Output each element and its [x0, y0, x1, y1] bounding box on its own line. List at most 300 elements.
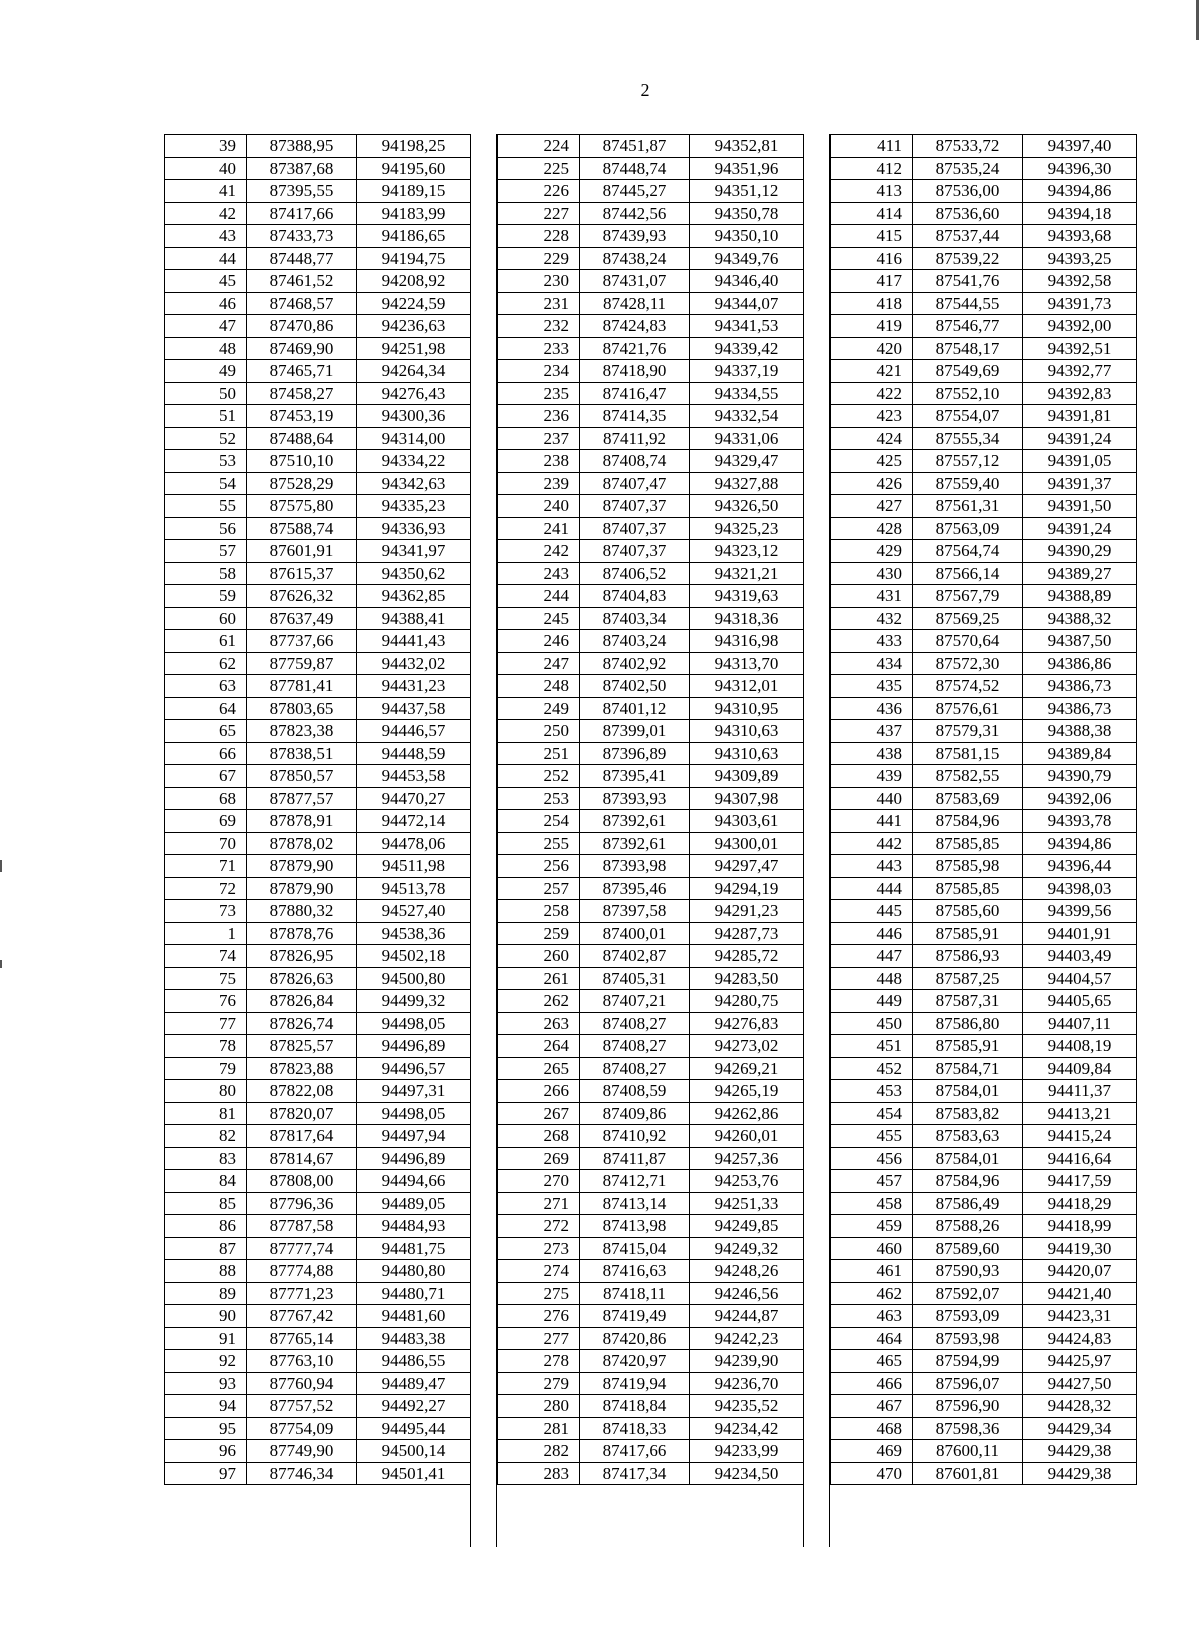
coordinate-x-cell: 87575,80	[247, 495, 357, 518]
coordinate-y-cell: 94323,12	[690, 540, 804, 563]
coordinate-x-cell: 87774,88	[247, 1260, 357, 1283]
point-number-cell: 448	[831, 967, 913, 990]
coordinate-x-cell: 87561,31	[913, 495, 1023, 518]
coordinate-x-cell: 87541,76	[913, 270, 1023, 293]
coordinate-x-cell: 87488,64	[247, 427, 357, 450]
point-number-cell: 80	[165, 1080, 247, 1103]
table-row	[831, 270, 1137, 293]
table-row	[498, 1147, 804, 1170]
coordinate-x-cell: 87395,46	[580, 877, 690, 900]
coordinate-x-cell: 87587,31	[913, 990, 1023, 1013]
coordinate-x-cell: 87407,37	[580, 540, 690, 563]
coordinate-x-cell: 87878,76	[247, 922, 357, 945]
coordinate-x-cell: 87572,30	[913, 652, 1023, 675]
point-number-cell: 55	[165, 495, 247, 518]
coordinate-y-cell: 94396,44	[1023, 855, 1137, 878]
coordinate-y-cell: 94287,73	[690, 922, 804, 945]
table-row	[831, 652, 1137, 675]
table-row	[165, 495, 471, 518]
table-row	[165, 135, 471, 158]
table-row	[498, 1057, 804, 1080]
point-number-cell: 463	[831, 1305, 913, 1328]
table-row	[165, 292, 471, 315]
table-row	[831, 495, 1137, 518]
table-row	[165, 900, 471, 923]
coordinate-y-cell: 94502,18	[357, 945, 471, 968]
coordinate-x-cell: 87593,98	[913, 1327, 1023, 1350]
point-number-cell: 239	[498, 472, 580, 495]
point-number-cell: 46	[165, 292, 247, 315]
table-row	[165, 607, 471, 630]
table-row	[165, 270, 471, 293]
point-number-cell: 97	[165, 1462, 247, 1485]
table-row	[498, 1350, 804, 1373]
coordinate-y-cell: 94390,79	[1023, 765, 1137, 788]
table-row	[498, 337, 804, 360]
coordinate-x-cell: 87548,17	[913, 337, 1023, 360]
point-number-cell: 232	[498, 315, 580, 338]
table-row	[498, 697, 804, 720]
point-number-cell: 96	[165, 1440, 247, 1463]
point-number-cell: 418	[831, 292, 913, 315]
table-row	[831, 742, 1137, 765]
coordinate-y-cell: 94393,78	[1023, 810, 1137, 833]
table-row	[165, 1080, 471, 1103]
point-number-cell: 259	[498, 922, 580, 945]
coordinate-x-cell: 87419,94	[580, 1372, 690, 1395]
table-row	[165, 382, 471, 405]
table-row	[498, 630, 804, 653]
coordinate-y-cell: 94391,50	[1023, 495, 1137, 518]
table-row	[165, 742, 471, 765]
point-number-cell: 274	[498, 1260, 580, 1283]
coordinate-x-cell: 87414,35	[580, 405, 690, 428]
coordinate-x-cell: 87533,72	[913, 135, 1023, 158]
coordinate-y-cell: 94253,76	[690, 1170, 804, 1193]
coordinate-x-cell: 87407,21	[580, 990, 690, 1013]
point-number-cell: 461	[831, 1260, 913, 1283]
coordinate-y-cell: 94429,38	[1023, 1462, 1137, 1485]
point-number-cell: 88	[165, 1260, 247, 1283]
point-number-cell: 444	[831, 877, 913, 900]
point-number-cell: 429	[831, 540, 913, 563]
table-row	[498, 877, 804, 900]
point-number-cell: 282	[498, 1440, 580, 1463]
coordinate-y-cell: 94418,29	[1023, 1192, 1137, 1215]
point-number-cell: 45	[165, 270, 247, 293]
coordinate-x-cell: 87393,98	[580, 855, 690, 878]
coordinate-x-cell: 87405,31	[580, 967, 690, 990]
coordinate-y-cell: 94341,53	[690, 315, 804, 338]
coordinate-y-cell: 94401,91	[1023, 922, 1137, 945]
table-row	[831, 1237, 1137, 1260]
table-row	[498, 1035, 804, 1058]
table-row	[498, 562, 804, 585]
table-row	[165, 247, 471, 270]
coordinate-y-cell: 94249,85	[690, 1215, 804, 1238]
table-row	[498, 405, 804, 428]
coordinate-y-cell: 94236,63	[357, 315, 471, 338]
coordinate-x-cell: 87552,10	[913, 382, 1023, 405]
coordinate-y-cell: 94389,27	[1023, 562, 1137, 585]
coordinate-y-cell: 94416,64	[1023, 1147, 1137, 1170]
coordinate-x-cell: 87387,68	[247, 157, 357, 180]
coordinate-x-cell: 87469,90	[247, 337, 357, 360]
table-row	[498, 360, 804, 383]
coordinate-y-cell: 94499,32	[357, 990, 471, 1013]
coordinate-y-cell: 94392,83	[1023, 382, 1137, 405]
coordinate-x-cell: 87424,83	[580, 315, 690, 338]
point-number-cell: 78	[165, 1035, 247, 1058]
coordinate-x-cell: 87402,87	[580, 945, 690, 968]
point-number-cell: 443	[831, 855, 913, 878]
table-row	[498, 225, 804, 248]
coordinate-y-cell: 94389,84	[1023, 742, 1137, 765]
coordinate-y-cell: 94432,02	[357, 652, 471, 675]
coordinate-y-cell: 94496,57	[357, 1057, 471, 1080]
coordinate-x-cell: 87408,74	[580, 450, 690, 473]
coordinate-y-cell: 94484,93	[357, 1215, 471, 1238]
point-number-cell: 245	[498, 607, 580, 630]
point-number-cell: 268	[498, 1125, 580, 1148]
coordinate-x-cell: 87588,26	[913, 1215, 1023, 1238]
point-number-cell: 458	[831, 1192, 913, 1215]
table-row	[165, 832, 471, 855]
point-number-cell: 67	[165, 765, 247, 788]
point-number-cell: 427	[831, 495, 913, 518]
table-row	[165, 202, 471, 225]
point-number-cell: 422	[831, 382, 913, 405]
coordinate-x-cell: 87407,47	[580, 472, 690, 495]
coordinate-x-cell: 87417,66	[580, 1440, 690, 1463]
point-number-cell: 47	[165, 315, 247, 338]
coordinate-x-cell: 87787,58	[247, 1215, 357, 1238]
table-row	[831, 1035, 1137, 1058]
point-number-cell: 56	[165, 517, 247, 540]
coordinate-y-cell: 94392,06	[1023, 787, 1137, 810]
point-number-cell: 465	[831, 1350, 913, 1373]
point-number-cell: 59	[165, 585, 247, 608]
coordinate-y-cell: 94390,29	[1023, 540, 1137, 563]
coordinate-x-cell: 87586,49	[913, 1192, 1023, 1215]
point-number-cell: 437	[831, 720, 913, 743]
coordinate-y-cell: 94394,86	[1023, 180, 1137, 203]
table-row	[831, 180, 1137, 203]
table-row	[498, 1305, 804, 1328]
table-row	[498, 1417, 804, 1440]
coordinate-x-cell: 87555,34	[913, 427, 1023, 450]
coordinate-y-cell: 94349,76	[690, 247, 804, 270]
point-number-cell: 53	[165, 450, 247, 473]
point-number-cell: 453	[831, 1080, 913, 1103]
coordinate-y-cell: 94342,63	[357, 472, 471, 495]
point-number-cell: 57	[165, 540, 247, 563]
coordinate-x-cell: 87402,50	[580, 675, 690, 698]
coordinate-x-cell: 87583,69	[913, 787, 1023, 810]
point-number-cell: 431	[831, 585, 913, 608]
table-row	[498, 1012, 804, 1035]
coordinate-y-cell: 94310,63	[690, 720, 804, 743]
point-number-cell: 79	[165, 1057, 247, 1080]
table-row	[831, 1102, 1137, 1125]
coordinate-y-cell: 94501,41	[357, 1462, 471, 1485]
table-row	[165, 1192, 471, 1215]
table-row	[498, 990, 804, 1013]
table-row	[498, 1125, 804, 1148]
coordinate-y-cell: 94195,60	[357, 157, 471, 180]
coordinate-x-cell: 87528,29	[247, 472, 357, 495]
point-number-cell: 248	[498, 675, 580, 698]
table-row	[831, 922, 1137, 945]
coordinate-x-cell: 87564,74	[913, 540, 1023, 563]
table-row	[165, 1012, 471, 1035]
table-row	[831, 765, 1137, 788]
table-row	[498, 585, 804, 608]
table-row	[498, 1282, 804, 1305]
coordinate-x-cell: 87626,32	[247, 585, 357, 608]
coordinate-x-cell: 87416,47	[580, 382, 690, 405]
point-number-cell: 65	[165, 720, 247, 743]
coordinate-y-cell: 94307,98	[690, 787, 804, 810]
coordinate-x-cell: 87403,24	[580, 630, 690, 653]
table-row	[165, 990, 471, 1013]
table-row	[165, 922, 471, 945]
coordinate-x-cell: 87757,52	[247, 1395, 357, 1418]
coordinate-y-cell: 94392,00	[1023, 315, 1137, 338]
coordinate-y-cell: 94251,33	[690, 1192, 804, 1215]
coordinate-y-cell: 94194,75	[357, 247, 471, 270]
table-row	[498, 787, 804, 810]
table-row	[498, 1440, 804, 1463]
table-row	[165, 225, 471, 248]
table-row	[165, 675, 471, 698]
point-number-cell: 271	[498, 1192, 580, 1215]
coordinate-x-cell: 87393,93	[580, 787, 690, 810]
coordinate-x-cell: 87781,41	[247, 675, 357, 698]
point-number-cell: 227	[498, 202, 580, 225]
coordinate-y-cell: 94405,65	[1023, 990, 1137, 1013]
coordinate-x-cell: 87826,84	[247, 990, 357, 1013]
table-row	[498, 742, 804, 765]
table-row	[498, 607, 804, 630]
point-number-cell: 256	[498, 855, 580, 878]
coordinate-x-cell: 87596,07	[913, 1372, 1023, 1395]
coordinate-y-cell: 94386,73	[1023, 675, 1137, 698]
column-divider	[470, 134, 497, 1547]
coordinate-y-cell: 94331,06	[690, 427, 804, 450]
table-row	[831, 607, 1137, 630]
table-row	[498, 1080, 804, 1103]
table-row	[831, 832, 1137, 855]
coordinate-y-cell: 94500,14	[357, 1440, 471, 1463]
coordinate-x-cell: 87535,24	[913, 157, 1023, 180]
coordinate-x-cell: 87536,60	[913, 202, 1023, 225]
coordinate-y-cell: 94351,12	[690, 180, 804, 203]
coordinate-x-cell: 87418,33	[580, 1417, 690, 1440]
point-number-cell: 273	[498, 1237, 580, 1260]
coordinate-y-cell: 94411,37	[1023, 1080, 1137, 1103]
point-number-cell: 441	[831, 810, 913, 833]
point-number-cell: 50	[165, 382, 247, 405]
point-number-cell: 257	[498, 877, 580, 900]
coordinate-x-cell: 87585,60	[913, 900, 1023, 923]
point-number-cell: 240	[498, 495, 580, 518]
table-row	[831, 675, 1137, 698]
coordinate-y-cell: 94312,01	[690, 675, 804, 698]
coordinate-y-cell: 94413,21	[1023, 1102, 1137, 1125]
point-number-cell: 91	[165, 1327, 247, 1350]
point-number-cell: 283	[498, 1462, 580, 1485]
coordinate-y-cell: 94427,50	[1023, 1372, 1137, 1395]
table-row	[831, 450, 1137, 473]
table-row	[498, 382, 804, 405]
point-number-cell: 95	[165, 1417, 247, 1440]
coordinate-y-cell: 94478,06	[357, 832, 471, 855]
point-number-cell: 83	[165, 1147, 247, 1170]
table-row	[831, 337, 1137, 360]
coordinate-y-cell: 94300,01	[690, 832, 804, 855]
table-row	[831, 1147, 1137, 1170]
coordinate-x-cell: 87737,66	[247, 630, 357, 653]
coordinate-x-cell: 87412,71	[580, 1170, 690, 1193]
table-row	[498, 832, 804, 855]
coordinate-x-cell: 87402,92	[580, 652, 690, 675]
coordinate-y-cell: 94251,98	[357, 337, 471, 360]
coordinate-x-cell: 87582,55	[913, 765, 1023, 788]
table-row	[498, 1170, 804, 1193]
table-row	[165, 360, 471, 383]
coordinate-x-cell: 87396,89	[580, 742, 690, 765]
coordinate-y-cell: 94429,38	[1023, 1440, 1137, 1463]
point-number-cell: 77	[165, 1012, 247, 1035]
point-number-cell: 85	[165, 1192, 247, 1215]
coordinate-x-cell: 87544,55	[913, 292, 1023, 315]
point-number-cell: 260	[498, 945, 580, 968]
table-row	[165, 652, 471, 675]
point-number-cell: 470	[831, 1462, 913, 1485]
coordinate-y-cell: 94332,54	[690, 405, 804, 428]
coordinate-x-cell: 87410,92	[580, 1125, 690, 1148]
table-row	[831, 787, 1137, 810]
coordinate-y-cell: 94492,27	[357, 1395, 471, 1418]
coordinate-y-cell: 94494,66	[357, 1170, 471, 1193]
coordinate-x-cell: 87838,51	[247, 742, 357, 765]
table-row	[498, 1102, 804, 1125]
table-row	[165, 1305, 471, 1328]
coordinate-x-cell: 87431,07	[580, 270, 690, 293]
coordinate-x-cell: 87420,86	[580, 1327, 690, 1350]
table-row	[831, 1440, 1137, 1463]
table-row	[498, 945, 804, 968]
coordinate-y-cell: 94236,70	[690, 1372, 804, 1395]
point-number-cell: 86	[165, 1215, 247, 1238]
table-row	[165, 1170, 471, 1193]
point-number-cell: 224	[498, 135, 580, 158]
coordinate-y-cell: 94420,07	[1023, 1260, 1137, 1283]
coordinate-y-cell: 94350,62	[357, 562, 471, 585]
coordinate-y-cell: 94244,87	[690, 1305, 804, 1328]
coordinate-x-cell: 87808,00	[247, 1170, 357, 1193]
point-number-cell: 1	[165, 922, 247, 945]
point-number-cell: 41	[165, 180, 247, 203]
coordinate-x-cell: 87583,82	[913, 1102, 1023, 1125]
coordinate-y-cell: 94397,40	[1023, 135, 1137, 158]
table-row	[165, 1462, 471, 1485]
column-divider	[803, 134, 830, 1547]
table-row	[831, 1350, 1137, 1373]
table-row	[165, 877, 471, 900]
coordinate-x-cell: 87417,66	[247, 202, 357, 225]
coordinate-x-cell: 87536,00	[913, 180, 1023, 203]
table-row	[498, 450, 804, 473]
coordinate-x-cell: 87826,63	[247, 967, 357, 990]
point-number-cell: 66	[165, 742, 247, 765]
coordinate-x-cell: 87395,41	[580, 765, 690, 788]
table-row	[831, 720, 1137, 743]
coordinate-y-cell: 94291,23	[690, 900, 804, 923]
coordinate-y-cell: 94486,55	[357, 1350, 471, 1373]
point-number-cell: 63	[165, 675, 247, 698]
point-number-cell: 236	[498, 405, 580, 428]
page-number: 2	[640, 80, 650, 100]
coordinate-y-cell: 94329,47	[690, 450, 804, 473]
point-number-cell: 244	[498, 585, 580, 608]
coordinate-y-cell: 94408,19	[1023, 1035, 1137, 1058]
point-number-cell: 460	[831, 1237, 913, 1260]
coordinate-x-cell: 87413,14	[580, 1192, 690, 1215]
coordinate-y-cell: 94393,25	[1023, 247, 1137, 270]
table-row	[831, 585, 1137, 608]
coordinate-x-cell: 87404,83	[580, 585, 690, 608]
coordinate-table-3	[830, 134, 1137, 1485]
coordinate-y-cell: 94339,42	[690, 337, 804, 360]
coordinate-x-cell: 87421,76	[580, 337, 690, 360]
table-row	[831, 1327, 1137, 1350]
coordinate-y-cell: 94392,51	[1023, 337, 1137, 360]
coordinate-y-cell: 94489,47	[357, 1372, 471, 1395]
coordinate-x-cell: 87584,01	[913, 1080, 1023, 1103]
point-number-cell: 255	[498, 832, 580, 855]
coordinate-x-cell: 87569,25	[913, 607, 1023, 630]
coordinate-y-cell: 94399,56	[1023, 900, 1137, 923]
coordinate-y-cell: 94297,47	[690, 855, 804, 878]
table-row	[165, 180, 471, 203]
table-row	[165, 1282, 471, 1305]
table-row	[831, 202, 1137, 225]
table-row	[831, 382, 1137, 405]
coordinate-x-cell: 87826,95	[247, 945, 357, 968]
coordinate-y-cell: 94481,60	[357, 1305, 471, 1328]
point-number-cell: 452	[831, 1057, 913, 1080]
coordinate-x-cell: 87401,12	[580, 697, 690, 720]
point-number-cell: 270	[498, 1170, 580, 1193]
coordinate-table-2	[497, 134, 804, 1485]
table-row	[498, 427, 804, 450]
coordinate-y-cell: 94431,23	[357, 675, 471, 698]
coordinate-y-cell: 94483,38	[357, 1327, 471, 1350]
coordinate-y-cell: 94417,59	[1023, 1170, 1137, 1193]
coordinate-x-cell: 87510,10	[247, 450, 357, 473]
point-number-cell: 415	[831, 225, 913, 248]
coordinate-y-cell: 94350,10	[690, 225, 804, 248]
table-row	[165, 810, 471, 833]
point-number-cell: 414	[831, 202, 913, 225]
coordinate-y-cell: 94336,93	[357, 517, 471, 540]
table-row	[498, 247, 804, 270]
coordinate-y-cell: 94344,07	[690, 292, 804, 315]
point-number-cell: 419	[831, 315, 913, 338]
coordinate-x-cell: 87399,01	[580, 720, 690, 743]
